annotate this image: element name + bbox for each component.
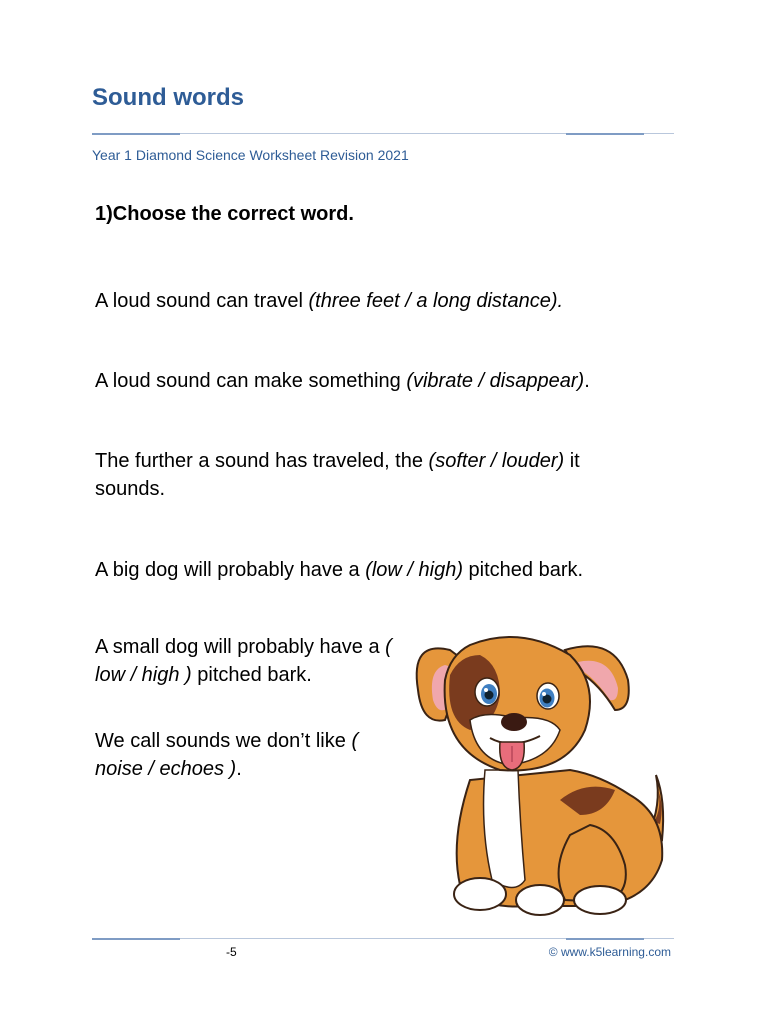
worksheet-subtitle: Year 1 Diamond Science Worksheet Revision 2021 <box>92 147 409 163</box>
page-title: Sound words <box>92 84 244 111</box>
question-item-3: The further a sound has traveled, the (softer / louder) it sounds. <box>95 450 580 500</box>
answer-options[interactable]: ( low / high ) <box>95 636 392 686</box>
question-item-2: A loud sound can make something (vibrate / disappear). <box>95 370 590 392</box>
question-item-5: A small dog will probably have a ( low / high ) pitched bark. <box>95 636 392 686</box>
answer-options[interactable]: ( noise / echoes ) <box>95 730 359 780</box>
question-item-6: We call sounds we don’t like ( noise / echoes ). <box>95 730 359 780</box>
answer-options[interactable]: (low / high) <box>365 559 463 581</box>
answer-options[interactable]: (softer / louder) <box>428 450 565 472</box>
header-divider <box>92 133 674 134</box>
footer-website-link[interactable]: © www.k5learning.com <box>548 945 671 959</box>
question-title: 1)Choose the correct word. <box>95 203 354 225</box>
footer-divider <box>92 938 674 939</box>
page-number: -5 <box>226 945 237 959</box>
question-item-1: A loud sound can travel (three feet / a long distance). <box>95 290 564 312</box>
answer-options[interactable]: (vibrate / disappear) <box>406 370 585 392</box>
puppy-illustration-icon <box>400 610 680 930</box>
answer-options[interactable]: (three feet / a long distance). <box>308 290 564 312</box>
question-item-4: A big dog will probably have a (low / high) pitched bark. <box>95 559 584 581</box>
